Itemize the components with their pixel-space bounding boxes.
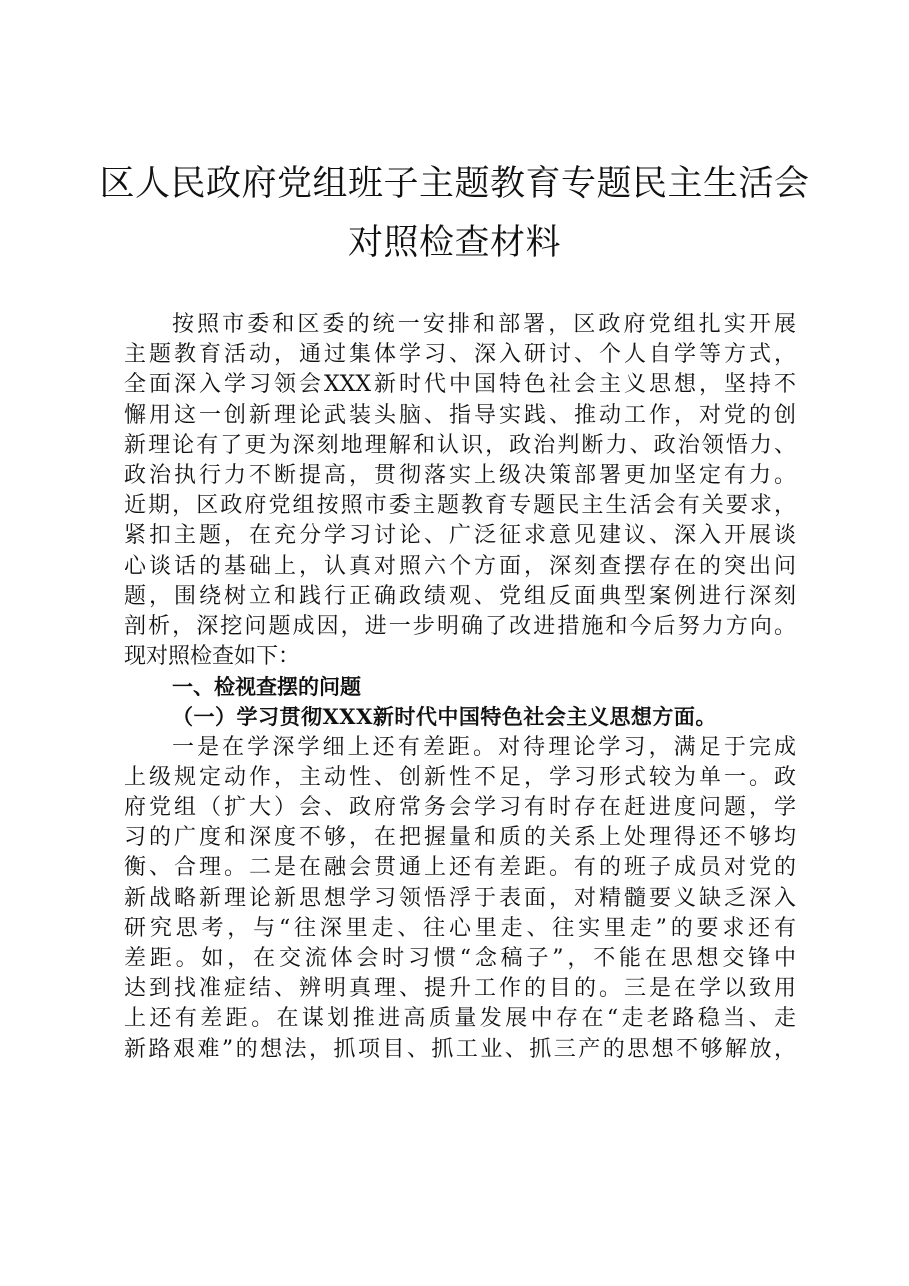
intro-line: 主题教育活动，通过集体学习、深入研讨、个人自学等方式，: [124, 342, 796, 368]
intro-line: 政治执行力不断提高，贯彻落实上级决策部署更加坚定有力。: [124, 462, 796, 488]
intro-line: 懈用这一创新理论武装头脑、指导实践、推动工作，对党的创: [124, 402, 796, 428]
intro-line: 按照市委和区委的统一安排和部署，区政府党组扎实开展: [172, 312, 796, 337]
body-line: 衡、合理。二是在融会贯通上还有差距。有的班子成员对党的: [124, 855, 796, 881]
intro-line: 现对照检查如下：: [124, 644, 301, 670]
document-title-line-2: 对照检查材料: [347, 223, 561, 263]
intro-line: 全面深入学习领会XXX新时代中国特色社会主义思想，坚持不: [124, 372, 796, 398]
body-line: 上级规定动作，主动性、创新性不足，学习形式较为单一。政: [124, 764, 796, 790]
body-line: 府党组（扩大）会、政府常务会学习有时存在赶进度问题，学: [124, 795, 796, 820]
body-line: 差距。如，在交流体会时习惯“念稿子”，不能在思想交锋中: [124, 945, 796, 971]
subsection-heading: （一）学习贯彻XXX新时代中国特色社会主义思想方面。: [172, 704, 717, 730]
body-line: 达到找准症结、辨明真理、提升工作的目的。三是在学以致用: [124, 976, 796, 1002]
intro-line: 紧扣主题，在充分学习讨论、广泛征求意见建议、深入开展谈: [124, 523, 796, 549]
document-title-line-1: 区人民政府党组班子主题教育专题民主生活会: [99, 164, 810, 204]
intro-line: 近期，区政府党组按照市委主题教育专题民主生活会有关要求，: [124, 493, 796, 519]
body-line: 一是在学深学细上还有差距。对待理论学习，满足于完成: [172, 734, 796, 760]
body-line: 新战略新理论新思想学习领悟浮于表面，对精髓要义缺乏深入: [124, 885, 796, 911]
body-line: 习的广度和深度不够，在把握量和质的关系上处理得还不够均: [124, 825, 796, 851]
body-line: 新路艰难”的想法，抓项目、抓工业、抓三产的思想不够解放，: [124, 1036, 796, 1062]
body-line: 研究思考，与“往深里走、往心里走、往实里走”的要求还有: [124, 915, 796, 941]
body-line: 上还有差距。在谋划推进高质量发展中存在“走老路稳当、走: [124, 1006, 796, 1032]
section-heading: 一、检视查摆的问题: [172, 675, 361, 700]
document-body: [124, 310, 796, 1065]
intro-line: 心谈话的基础上，认真对照六个方面，深刻查摆存在的突出问: [124, 553, 796, 579]
intro-line: 题，围绕树立和践行正确政绩观、党组反面典型案例进行深刻: [124, 583, 796, 609]
intro-line: 新理论有了更为深刻地理解和认识，政治判断力、政治领悟力、: [124, 432, 796, 458]
intro-line: 剖析，深挖问题成因，进一步明确了改进措施和今后努力方向。: [124, 613, 796, 639]
